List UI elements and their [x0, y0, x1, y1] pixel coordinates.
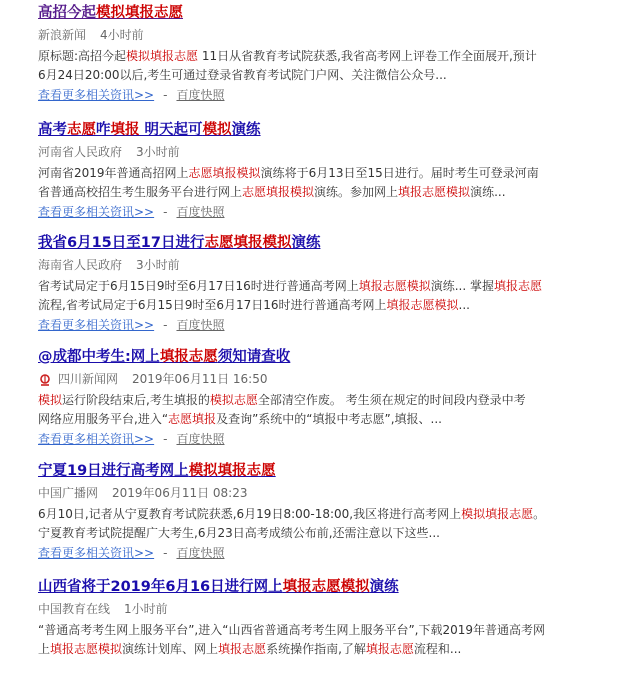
- result-title-link[interactable]: [38, 578, 638, 596]
- more-news-link[interactable]: 查看更多相关资讯>>: [38, 432, 155, 446]
- text-segment: 6月24日20:00以后,考生可通过登录省教育考试院门户网、关注微信公众号...: [38, 68, 447, 82]
- separator: -: [163, 205, 168, 219]
- text-segment: 河南省2019年普通高招网上: [38, 166, 189, 180]
- text-segment[interactable]: 演练: [369, 579, 399, 595]
- abstract-line: [38, 391, 618, 410]
- baidu-snapshot-link[interactable]: 百度快照: [176, 432, 225, 446]
- text-segment: 省考试局定于6月15日9时至6月17日16时进行普通高考网上: [38, 279, 359, 293]
- source-name: 新浪新闻: [38, 28, 87, 42]
- search-result: [38, 348, 638, 448]
- result-abstract: [38, 505, 618, 543]
- result-source-line: [38, 144, 638, 161]
- search-result: [38, 4, 638, 104]
- result-source-line: [38, 257, 638, 274]
- highlighted-keyword: 志愿填报模拟: [242, 185, 315, 199]
- text-segment: 演练...: [470, 185, 506, 199]
- separator: -: [163, 432, 168, 446]
- abstract-line: [38, 410, 618, 429]
- text-segment: ...: [458, 298, 470, 312]
- text-segment[interactable]: 高招今起: [38, 5, 96, 21]
- search-result: [38, 234, 638, 334]
- publish-time: 4小时前: [100, 28, 144, 42]
- result-source-line: [38, 485, 638, 502]
- text-segment[interactable]: 咋: [96, 122, 111, 138]
- text-segment: 全部清空作废。 考生须在规定的时间段内登录中考: [257, 393, 526, 407]
- result-title-link[interactable]: [38, 121, 638, 139]
- result-links: [38, 545, 638, 562]
- text-segment: 网络应用服务平台,进入“: [38, 412, 169, 426]
- text-segment: “普通高考考生网上服务平台”,进入“山西省普通高考考生网上服务平台”,下载2019年普通高考网: [38, 623, 546, 637]
- text-segment: 演练。参加网上: [314, 185, 399, 199]
- highlighted-keyword[interactable]: 填报志愿模拟: [282, 579, 370, 595]
- result-links: [38, 317, 638, 334]
- separator: -: [163, 88, 168, 102]
- abstract-line: [38, 296, 618, 315]
- highlighted-keyword: 填报志愿模拟: [358, 279, 431, 293]
- highlighted-keyword[interactable]: 模拟填报志愿: [188, 463, 276, 479]
- text-segment: 系统操作指南,了解: [266, 642, 366, 656]
- more-news-link[interactable]: 查看更多相关资讯>>: [38, 205, 155, 219]
- source-name: 四川新闻网: [58, 372, 119, 386]
- result-title-link[interactable]: [38, 462, 638, 480]
- result-abstract: [38, 391, 618, 429]
- abstract-line: [38, 47, 618, 66]
- search-result: [38, 462, 638, 562]
- result-links: [38, 87, 638, 104]
- result-source-line: [38, 601, 638, 618]
- highlighted-keyword: 填报志愿: [365, 642, 414, 656]
- baidu-snapshot-link[interactable]: 百度快照: [176, 546, 225, 560]
- highlighted-keyword: 填报志愿: [218, 642, 267, 656]
- search-result: [38, 121, 638, 221]
- text-segment: 6月10日,记者从宁夏教育考试院获悉,6月19日8:00-18:00,我区将进行高考网上: [38, 507, 462, 521]
- text-segment[interactable]: 山西省将于2019年6月16日进行网上: [38, 579, 283, 595]
- source-name: 中国广播网: [38, 486, 99, 500]
- text-segment[interactable]: 须知请查收: [217, 349, 291, 365]
- highlighted-keyword: 填报志愿模拟: [50, 642, 123, 656]
- result-source-line: [38, 371, 638, 388]
- baidu-snapshot-link[interactable]: 百度快照: [176, 318, 225, 332]
- text-segment: 宁夏教育考试院提醒广大考生,6月23日高考成绩公布前,还需注意以下这些...: [38, 526, 440, 540]
- text-segment[interactable]: @成都中考生:网上: [38, 349, 160, 365]
- result-links: [38, 431, 638, 448]
- text-segment: 。: [533, 507, 546, 521]
- highlighted-keyword: 填报志愿: [494, 279, 543, 293]
- highlighted-keyword: 志愿填报模拟: [188, 166, 261, 180]
- highlighted-keyword: 填报志愿模拟: [398, 185, 471, 199]
- result-abstract: [38, 277, 618, 315]
- result-title-link[interactable]: [38, 234, 638, 252]
- text-segment: 演练将于6月13日至15日进行。届时考生可登录河南: [260, 166, 539, 180]
- text-segment[interactable]: 宁夏19日进行高考网上: [38, 463, 189, 479]
- abstract-line: [38, 164, 618, 183]
- text-segment[interactable]: 明天起可: [139, 122, 203, 138]
- text-segment[interactable]: 我省6月15日至17日进行: [38, 235, 205, 251]
- abstract-line: [38, 621, 618, 640]
- publish-time: 2019年06月11日 08:23: [112, 486, 248, 500]
- source-name: 中国教育在线: [38, 602, 111, 616]
- more-news-link[interactable]: 查看更多相关资讯>>: [38, 318, 155, 332]
- abstract-line: [38, 66, 618, 85]
- result-abstract: [38, 164, 618, 202]
- highlighted-keyword: 志愿填报: [168, 412, 217, 426]
- publish-time: 3小时前: [136, 145, 180, 159]
- result-links: [38, 204, 638, 221]
- result-abstract: [38, 621, 618, 659]
- abstract-line: [38, 640, 618, 659]
- highlighted-keyword[interactable]: 志愿: [67, 122, 96, 138]
- highlighted-keyword: 模拟: [38, 393, 63, 407]
- text-segment: 流程和...: [413, 642, 462, 656]
- publish-time: 2019年06月11日 16:50: [132, 372, 268, 386]
- highlighted-keyword: 模拟志愿: [209, 393, 258, 407]
- text-segment: 原标题:高招今起: [38, 49, 127, 63]
- source-name: 海南省人民政府: [38, 258, 123, 272]
- text-segment: 流程,省考试局定于6月15日9时至6月17日16时进行普通高考网上: [38, 298, 387, 312]
- highlighted-keyword[interactable]: 模拟填报志愿: [96, 5, 183, 21]
- baidu-snapshot-link[interactable]: 百度快照: [176, 205, 225, 219]
- text-segment: 演练计划库、网上: [122, 642, 219, 656]
- separator: -: [163, 546, 168, 560]
- more-news-link[interactable]: 查看更多相关资讯>>: [38, 546, 155, 560]
- abstract-line: [38, 505, 618, 524]
- text-segment: 运行阶段结束后,考生填报的: [62, 393, 210, 407]
- source-name: 河南省人民政府: [38, 145, 123, 159]
- highlighted-keyword[interactable]: 模拟: [202, 122, 232, 138]
- text-segment: 及查询”系统中的“填报中考志愿”,填报、...: [216, 412, 442, 426]
- text-segment[interactable]: 演练: [231, 122, 261, 138]
- search-result: [38, 578, 638, 659]
- result-title-link[interactable]: [38, 4, 638, 22]
- highlighted-keyword: 模拟填报志愿: [461, 507, 534, 521]
- text-segment: 省普通高校招生考生服务平台进行网上: [38, 185, 243, 199]
- separator: -: [163, 318, 168, 332]
- abstract-line: [38, 277, 618, 296]
- text-segment[interactable]: 高考: [38, 122, 67, 138]
- result-source-line: [38, 27, 638, 44]
- text-segment: 演练... 掌握: [430, 279, 494, 293]
- abstract-line: [38, 524, 618, 543]
- sichuan-news-logo-icon: [38, 373, 52, 387]
- abstract-line: [38, 183, 618, 202]
- highlighted-keyword: 模拟填报志愿: [126, 49, 199, 63]
- publish-time: 1小时前: [124, 602, 168, 616]
- baidu-snapshot-link[interactable]: 百度快照: [176, 88, 225, 102]
- publish-time: 3小时前: [136, 258, 180, 272]
- highlighted-keyword[interactable]: 填报: [110, 122, 140, 138]
- highlighted-keyword[interactable]: 志愿填报模拟: [204, 235, 292, 251]
- text-segment: 11日从省教育考试院获悉,我省高考网上评卷工作全面展开,预计: [198, 49, 537, 63]
- text-segment[interactable]: 演练: [291, 235, 321, 251]
- result-abstract: [38, 47, 618, 85]
- result-title-link[interactable]: [38, 348, 638, 366]
- text-segment: 上: [38, 642, 51, 656]
- highlighted-keyword[interactable]: 填报志愿: [159, 349, 218, 365]
- more-news-link[interactable]: 查看更多相关资讯>>: [38, 88, 155, 102]
- highlighted-keyword: 填报志愿模拟: [386, 298, 459, 312]
